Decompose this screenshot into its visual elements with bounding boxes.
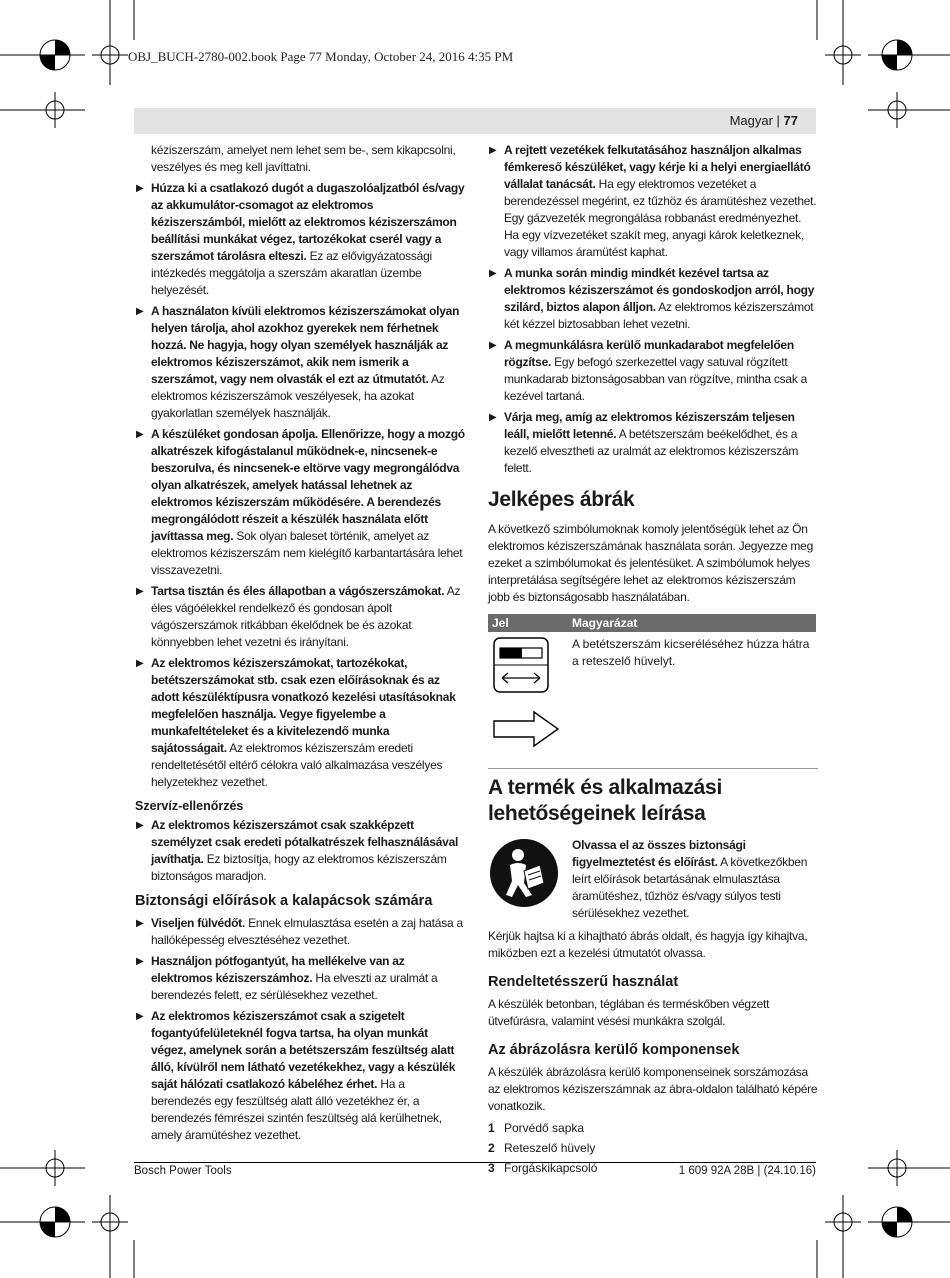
list-item: ▶ Várja meg, amíg az elektromos kéziszerszám teljesen leáll, mielőtt letenné. A betétszerszám beékelődhet, és a kezelő elvesztheti az uralmát az elektromos kéziszerszám felett. (489, 410, 799, 475)
list-item: ▶ Az elektromos kéziszerszámot csak a szigetelt fogantyúfelületeknél fogva tartsa, ha olyan munkát végez, amelynek során a betétszerszám feszültség alatt álló, kívülről nem látható vezetékekhez, vagy a készülék saját hálózati csatlakozó kábeléhez érhet. Ha a berendezés egy feszültség alatt álló vezetékhez ér, a berendezés fémrészei szintén feszültség alá kerülhetnek, amely áramütéshez vezethet. (136, 1009, 456, 1142)
list-item: ▶ Az elektromos kéziszerszámokat, tartozékokat, betétszerszámokat stb. csak ezen előírásoknak és az adott készüléktípusra vonatkozó kezelési utasításoknak megfelelően használja. Vegye figyelembe a munkafeltételeket és a kivitelezendő munka sajátosságait. Az elektromos kéziszerszám eredeti rendeltetésétől eltérő célokra való alkalmazása veszélyes helyzetekhez vezethet. (136, 656, 456, 789)
components-text: A készülék ábrázolásra kerülő komponenseinek sorszámozása az elektromos kéziszerszámnak az ábra-oldalon található képére vonatkozik. (488, 1065, 818, 1113)
page-number: 77 (783, 113, 798, 128)
list-item: ▶ Viseljen fülvédőt. Ennek elmulasztása esetén a zaj hatása a hallóképesség elvesztéséhez vezethet. (136, 916, 463, 947)
continued-text: kéziszerszám, amelyet nem lehet sem be-, sem kikapcsolni, veszélyes és meg kell javíttatni. (151, 143, 456, 174)
list-item: ▶ Tartsa tisztán és éles állapotban a vágószerszámokat. Az éles vágóélekkel rendelkező és gondosan ápolt vágószerszámok ritkábban ékelődnek be és azokat könnyebben lehet vezetni és irányítani. (136, 584, 461, 649)
list-item: 2 Reteszelő hüvely (488, 1141, 596, 1155)
right-column (488, 142, 818, 1178)
safety-list (135, 180, 465, 791)
list-item: ▶ A készüléket gondosan ápolja. Ellenőrizze, hogy a mozgó alkatrészek kifogástalanul működnek-e, nincsenek-e beszorulva, és nincsenek-e eltörve vagy megrongálódva olyan alkatrészek, amelyek hatással lehetnek az elektromos kéziszerszám működésére. A berendezés megrongálódott részeit a készülék használata előtt javíttassa meg. Sok olyan baleset történik, amelyet az elektromos kéziszerszám nem kielégítő karbantartására lehet visszavezetni. (136, 427, 465, 577)
list-item: ▶ A munka során mindig mindkét kezével tartsa az elektromos kéziszerszámot és gondoskodjon arról, hogy szilárd, biztos alapon álljon. Az elektromos kéziszerszámot két kézzel biztosabban lehet vezetni. (489, 266, 815, 331)
intended-use-text: A készülék betonban, téglában és terméskőben végzett ütvefúrásra, valamint vésési munkákra szolgál. (488, 997, 770, 1028)
footer-doc-number: 1 609 92A 28B | (24.10.16) (678, 1165, 816, 1177)
list-item: ▶ Használjon pótfogantyút, ha mellékelve van az elektromos kéziszerszámhoz. Ha elveszti az uralmát a berendezés felett, ez sérülésekhez vezethet. (136, 954, 438, 1002)
warning-text: A következőkben leírt előírások betartásának elmulasztása áramütéshez, tűzhöz és/vagy súlyos testi sérülésekhez vezethet. (572, 855, 808, 920)
list-item: ▶ A megmunkálásra kerülő munkadarabot megfelelően rögzítse. Egy befogó szerkezettel vagy satuval rögzített munkadarab biztonságosabban van rögzítve, mintha csak a kezével tartaná. (489, 338, 808, 403)
symbol-table (488, 614, 816, 758)
direction-arrow-icon (492, 709, 562, 749)
list-item: ▶ Húzza ki a csatlakozó dugót a dugaszolóaljzatból és/vagy az akkumulátor-csomagot az elektromos kéziszerszámból, mielőtt az elektromos kéziszerszámon beállítási munkákat végez, tartozékokat cserél vagy a szerszámot tárolásra elteszi. Ez az elővigyázatossági intézkedés meggátolja a szerszám akaratlan üzembe helyezését. (136, 181, 465, 297)
read-manual-icon (488, 837, 560, 909)
header-language: Magyar | (729, 113, 780, 128)
intended-use-heading: Rendeltetésszerű használat (488, 974, 679, 990)
list-item: 1 Porvédő sapka (488, 1121, 585, 1135)
footer-brand: Bosch Power Tools (134, 1165, 232, 1177)
table-cell-meaning: A betétszerszám kicseréléséhez húzza hátra a reteszelő hüvelyt. (572, 637, 810, 668)
symbols-intro: A következő szimbólumoknak komoly jelentőségük lehet az Ön elektromos kéziszerszámának használata során. Jegyezze meg ezeket a szimbólumokat és jelentésüket. A szimbólumok helyes interpretálása segítségére lehet az elektromos kéziszerszám jobb és biztonságosabb használatában. (488, 522, 813, 604)
fold-out-note: Kérjük hajtsa ki a kihajtható ábrás oldalt, és hagyja így kihajtva, miközben ezt a kezelési útmutatót olvassa. (488, 929, 808, 960)
components-heading: Az ábrázolásra kerülő komponensek (488, 1042, 740, 1058)
list-item: ▶ A rejtett vezetékek felkutatásához használjon alkalmas fémkereső készüléket, vagy kérje ki a helyi energiaellátó vállalat tanácsát. Ha egy elektromos vezetéket a berendezéssel megérint, ez tűzhöz és áramütéshez vezethet. Egy gázvezeték megrongálása robbanást eredményezhet. Ha egy vízvezetéket szakít meg, anyagi károk keletkeznek, vagy villamos áramütést kaphat. (489, 143, 817, 259)
product-heading: A termék és alkalmazási lehetőségeinek leírása (488, 768, 818, 827)
warning-block (488, 837, 818, 922)
symbols-heading: Jelképes ábrák (488, 488, 635, 511)
list-item: ▶ Az elektromos kéziszerszámot csak szakképzett személyzet csak eredeti pótalkatrészek felhasználásával javíthatja. Ez biztosítja, hogy az elektromos kéziszerszám biztonságos maradjon. (136, 818, 459, 883)
table-header-symbol: Jel (488, 614, 568, 632)
page-header (730, 113, 798, 128)
warning-bold: Olvassa el az összes biztonsági figyelmeztetést és előírást. (572, 838, 746, 869)
left-column (135, 142, 465, 1148)
list-item: ▶ A használaton kívüli elektromos kéziszerszámokat olyan helyen tárolja, ahol azokhoz gyerekek nem férhetnek hozzá. Ne hagyja, hogy olyan személyek használják az elektromos kéziszerszámot, akik nem ismerik a szerszámot, vagy nem olvasták el ezt az útmutatót. Az elektromos kéziszerszámok veszélyesek, ha azokat gyakorlatlan személyek használják. (136, 304, 460, 420)
service-heading: Szervíz-ellenőrzés (135, 799, 244, 813)
hammer-heading: Biztonsági előírások a kalapácsok számára (135, 893, 433, 909)
header-bar (134, 108, 816, 134)
locking-sleeve-icon (492, 636, 552, 696)
print-slug: OBJ_BUCH-2780-002.book Page 77 Monday, October 24, 2016 4:35 PM (128, 49, 514, 64)
table-header-meaning: Magyarázat (568, 614, 816, 632)
list-item: 3 Forgáskikapcsoló (488, 1161, 598, 1175)
